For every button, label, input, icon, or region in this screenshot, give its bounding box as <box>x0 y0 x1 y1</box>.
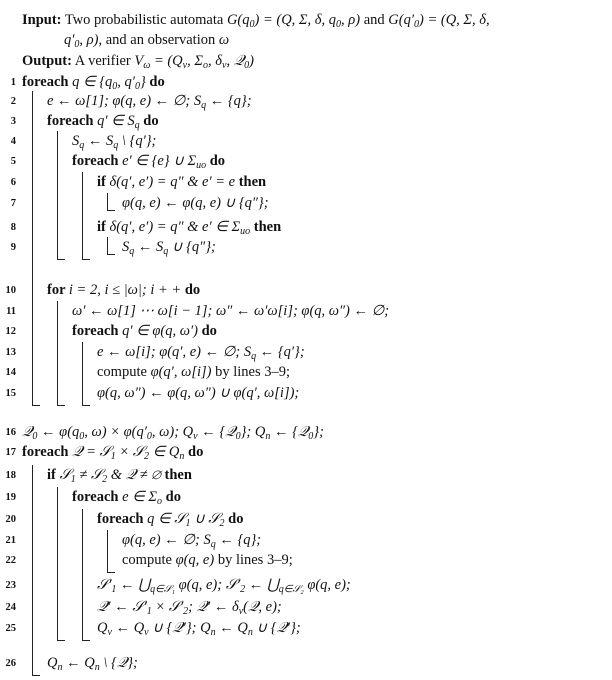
subscript: 2 <box>144 451 150 462</box>
keyword: Output: <box>22 53 72 69</box>
keyword: do <box>224 511 244 527</box>
subscript: 0 <box>244 60 250 71</box>
math-text: ← Q <box>111 620 145 636</box>
algorithm-line <box>97 342 305 362</box>
math-text: e ∈ Σ <box>122 489 158 505</box>
math-text: δ(q′, e′) = q″ & e′ = e <box>109 174 236 190</box>
math-text: ← {q}; <box>215 532 262 548</box>
math-text: ← ⋃ <box>116 577 151 593</box>
subscript: 0 <box>112 81 118 92</box>
algorithm-output <box>22 51 254 71</box>
subscript: n <box>179 451 185 462</box>
math-text: 𝒬′ ← 𝒮′ <box>97 599 147 615</box>
subscript: q <box>113 140 119 151</box>
math-text: by lines 3–9; <box>211 364 291 380</box>
math-text: \ {𝒬}; <box>99 655 138 671</box>
math-text: ∈ Q <box>149 444 180 460</box>
block-scope-line <box>32 91 40 406</box>
math-text: × 𝒮′ <box>151 599 184 615</box>
keyword: if <box>47 467 60 483</box>
block-scope-line <box>57 487 65 641</box>
keyword: then <box>250 219 282 235</box>
subscript: n <box>247 627 253 638</box>
subscript: q <box>163 246 169 257</box>
keyword: foreach <box>72 153 123 169</box>
math-text: q ∈ {q <box>72 74 113 90</box>
algorithm-line <box>22 422 324 442</box>
subscript: q <box>201 100 207 111</box>
algorithm-line <box>72 131 156 151</box>
algorithm-line <box>72 321 217 341</box>
line-number: 14 <box>5 367 16 378</box>
math-text: = (Q <box>150 53 183 69</box>
keyword: do <box>149 74 165 90</box>
math-text: q′ ∈ S <box>97 113 135 129</box>
keyword: foreach <box>72 323 123 339</box>
line-number: 13 <box>5 347 16 358</box>
subscript: uo <box>240 226 251 237</box>
subscript: 0 <box>146 431 152 442</box>
keyword: foreach <box>72 489 123 505</box>
algorithm-line <box>72 301 389 321</box>
math-text: δ(q′, e′) = q″ & e′ ∈ Σ <box>109 219 241 235</box>
math-text: , ρ) <box>79 32 99 48</box>
math-text: , ω) × φ(q′ <box>84 424 147 440</box>
subscript: q <box>210 539 216 550</box>
math-text: i = 2, i ≤ |ω|; i + + <box>68 282 185 298</box>
subscript: 2 <box>219 518 225 529</box>
math-text: ← Q <box>215 620 248 636</box>
math-text: and <box>360 12 389 28</box>
subscript: 2 <box>240 584 246 595</box>
subscript: n <box>57 662 63 673</box>
line-number: 15 <box>5 388 16 399</box>
subscript: 1 <box>146 606 152 617</box>
math-text: ← ⋃ <box>245 577 279 593</box>
subscript: ω <box>143 60 151 71</box>
math-text: S <box>72 133 80 149</box>
subscript: 1 <box>70 474 76 485</box>
subscript: 2 <box>102 474 108 485</box>
math-text: ← S <box>84 133 114 149</box>
math-text: ← φ(q <box>37 424 80 440</box>
subscript: q <box>251 351 257 362</box>
subscript: q∈𝒮₁ <box>150 584 175 595</box>
math-text: (𝒬, e); <box>243 599 282 615</box>
subscript: 0 <box>308 431 314 442</box>
math-text: \ {q′}; <box>118 133 157 149</box>
math-text: , and an observation <box>98 32 219 48</box>
math-text: compute <box>97 364 151 380</box>
math-text: , Σ <box>187 53 203 69</box>
subscript: v <box>107 627 112 638</box>
algorithm-line <box>72 151 225 171</box>
math-text: ω <box>218 32 230 48</box>
algorithm-line <box>47 653 138 673</box>
math-text: ∪ {𝒬′}; Q <box>148 620 211 636</box>
subscript: 1 <box>111 584 117 595</box>
block-scope-line <box>107 193 115 211</box>
line-number: 3 <box>10 116 16 127</box>
math-text: S <box>122 239 130 255</box>
math-text: }; Q <box>240 424 266 440</box>
math-text: }; <box>313 424 324 440</box>
math-text: ← Q <box>62 655 95 671</box>
math-text: ∪ {q″}; <box>168 239 216 255</box>
keyword: foreach <box>47 113 98 129</box>
subscript: uo <box>196 160 207 171</box>
line-number: 17 <box>5 447 16 458</box>
subscript: n <box>94 662 100 673</box>
line-number: 9 <box>10 242 16 253</box>
line-number: 2 <box>10 96 16 107</box>
keyword: then <box>235 174 267 190</box>
subscript: v <box>193 431 198 442</box>
keyword: do <box>206 153 226 169</box>
line-number: 7 <box>10 198 16 209</box>
line-number: 16 <box>5 427 16 438</box>
math-text: Two probabilistic automata <box>61 12 227 28</box>
line-number: 11 <box>6 306 16 317</box>
keyword: Input: <box>22 12 62 28</box>
math-text: q′ ∈ φ(q, ω′) <box>122 323 202 339</box>
subscript: q <box>134 120 140 131</box>
math-text: 𝒮′ <box>97 577 112 593</box>
math-text: q ∈ 𝒮 <box>147 511 186 527</box>
math-text: , ω); Q <box>151 424 194 440</box>
line-number: 5 <box>10 156 16 167</box>
math-text: ) = (Q, Σ, δ, <box>419 12 490 28</box>
keyword: do <box>184 444 204 460</box>
keyword: then <box>164 467 192 483</box>
keyword: do <box>201 323 217 339</box>
line-number: 18 <box>5 470 16 481</box>
algorithm-line <box>47 111 159 131</box>
algorithm-line <box>47 91 252 111</box>
line-number: 8 <box>10 222 16 233</box>
subscript: 1 <box>185 518 191 529</box>
algorithm-line <box>122 550 293 570</box>
keyword: if <box>97 219 110 235</box>
math-text: Q <box>97 620 108 636</box>
line-number: 21 <box>5 535 16 546</box>
line-number: 24 <box>5 602 16 613</box>
algorithm-line <box>47 280 200 300</box>
keyword: foreach <box>22 444 73 460</box>
algorithm-line <box>22 72 165 92</box>
math-text: ← {𝒬 <box>270 424 309 440</box>
algorithm-input <box>22 10 490 30</box>
math-text: } <box>139 74 150 90</box>
subscript: 0 <box>336 19 342 30</box>
subscript: o <box>202 60 208 71</box>
line-number: 22 <box>5 555 16 566</box>
math-text: φ(q, e); 𝒮′ <box>175 577 241 593</box>
math-text: , q′ <box>117 74 135 90</box>
subscript: v <box>238 606 244 617</box>
subscript: q <box>129 246 135 257</box>
math-text: φ(q, ω″) ← φ(q, ω″) ∪ φ(q′, ω[i]); <box>97 385 300 401</box>
block-scope-line <box>107 530 115 573</box>
math-text: e′ ∈ {e} ∪ Σ <box>122 153 197 169</box>
math-text: V <box>134 53 144 69</box>
math-text: G(q′ <box>388 12 414 28</box>
math-text: × 𝒮 <box>115 444 145 460</box>
algorithm-line <box>22 442 203 462</box>
math-text: ← {q}; <box>206 93 252 109</box>
math-text: , δ <box>207 53 222 69</box>
subscript: v <box>221 60 227 71</box>
math-text: e ← ω[i]; φ(q′, e) ← ∅; S <box>97 344 252 360</box>
subscript: 0 <box>79 431 85 442</box>
math-text: φ(q′, ω[i]) <box>150 364 212 380</box>
block-scope-line <box>57 131 65 260</box>
keyword: do <box>139 113 159 129</box>
math-text: 𝒬 <box>22 424 33 440</box>
line-number: 6 <box>10 177 16 188</box>
subscript: 2 <box>183 606 189 617</box>
subscript: n <box>265 431 271 442</box>
math-text: & 𝒬 ≠ ∅ <box>107 467 165 483</box>
math-text: 𝒮 <box>59 467 71 483</box>
algorithm-line <box>72 487 181 507</box>
math-text: φ(q, e) ← ∅; S <box>122 532 211 548</box>
math-text: ≠ 𝒮 <box>75 467 103 483</box>
algorithm-line <box>97 618 301 638</box>
subscript: 0 <box>74 39 80 50</box>
math-text: ← S <box>134 239 164 255</box>
math-text: ; 𝒬′ ← δ <box>188 599 239 615</box>
algorithm-line <box>97 597 282 617</box>
algorithm-input-cont <box>64 30 229 50</box>
algorithm-line <box>97 575 351 595</box>
math-text: q′ <box>64 32 75 48</box>
math-text: φ(q, e) ← φ(q, e) ∪ {q″}; <box>122 195 269 211</box>
math-text: ) = (Q, Σ, δ, q <box>254 12 337 28</box>
math-text: G(q <box>226 12 250 28</box>
keyword: do <box>184 282 201 298</box>
line-number: 12 <box>5 326 16 337</box>
algorithm-line <box>97 172 266 192</box>
block-scope-line <box>32 465 40 676</box>
math-text: ∪ {𝒬′}; <box>252 620 301 636</box>
algorithm-line <box>97 217 281 237</box>
line-number: 1 <box>10 77 16 88</box>
subscript: q∈𝒮₂ <box>278 584 304 595</box>
algorithm-line <box>122 193 269 213</box>
math-text: ← {𝒬 <box>197 424 236 440</box>
subscript: n <box>210 627 216 638</box>
keyword: foreach <box>22 74 73 90</box>
line-number: 26 <box>5 658 16 669</box>
block-scope-line <box>57 301 65 406</box>
keyword: do <box>162 489 181 505</box>
block-scope-line <box>82 172 90 260</box>
math-text: 𝒬 = 𝒮 <box>72 444 111 460</box>
math-text: e ← ω[1]; φ(q, e) ← ∅; S <box>47 93 202 109</box>
algorithm-line <box>97 362 290 382</box>
line-number: 25 <box>5 623 16 634</box>
math-text: ω′ ← ω[1] ⋯ ω[i − 1]; ω″ ← ω′ω[i]; φ(q, ω″) ← ∅; <box>72 303 390 319</box>
math-text: by lines 3–9; <box>214 552 293 568</box>
line-number: 20 <box>5 514 16 525</box>
line-number: 19 <box>5 492 16 503</box>
math-text: ← {q′}; <box>256 344 305 360</box>
subscript: v <box>144 627 149 638</box>
line-number: 4 <box>10 136 16 147</box>
math-text: ) <box>249 53 254 69</box>
math-text: Q <box>47 655 58 671</box>
math-text: A verifier <box>71 53 135 69</box>
math-text: φ(q, e) <box>175 552 215 568</box>
algorithm-line <box>122 530 261 550</box>
subscript: o <box>157 496 163 507</box>
keyword: if <box>97 174 110 190</box>
math-text: compute <box>122 552 176 568</box>
line-number: 10 <box>5 285 16 296</box>
subscript: 0 <box>134 81 140 92</box>
algorithm-line <box>97 509 243 529</box>
block-scope-line <box>82 509 90 641</box>
subscript: 1 <box>110 451 116 462</box>
subscript: 0 <box>32 431 38 442</box>
subscript: 0 <box>235 431 241 442</box>
block-scope-line <box>82 342 90 406</box>
subscript: q <box>79 140 85 151</box>
math-text: φ(q, e); <box>303 577 351 593</box>
subscript: 0 <box>414 19 419 30</box>
keyword: for <box>47 282 69 298</box>
subscript: v <box>182 60 188 71</box>
math-text: ∪ 𝒮 <box>190 511 220 527</box>
block-scope-line <box>107 237 115 255</box>
algorithm-line <box>97 383 299 403</box>
line-number: 23 <box>5 580 16 591</box>
math-text: , 𝒬 <box>226 53 245 69</box>
algorithm-line <box>122 237 216 257</box>
subscript: 0 <box>249 19 255 30</box>
algorithm-line <box>47 465 192 485</box>
math-text: , ρ) <box>341 12 361 28</box>
keyword: foreach <box>97 511 148 527</box>
